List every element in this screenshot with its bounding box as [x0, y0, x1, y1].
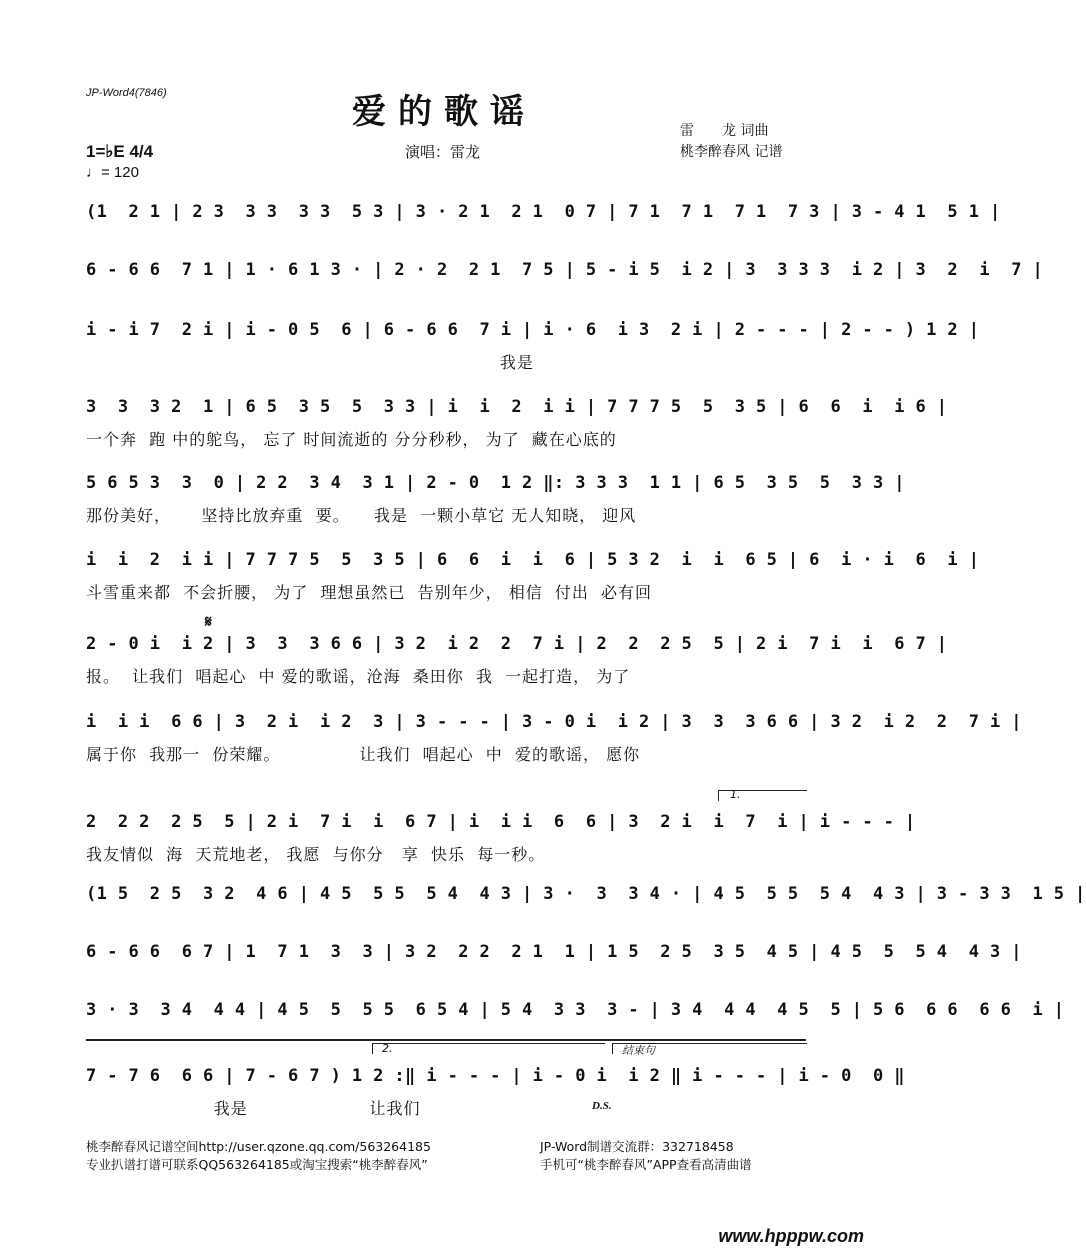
lyrics-music-credit: 雷 龙 词曲: [680, 123, 769, 139]
footer-right-line-1: JP-Word制谱交流群：332718458: [540, 1139, 734, 1154]
lyric-line-8: 属于你 我那一 份荣耀。 让我们 唱起心 中 爱的歌谣， 愿你: [86, 745, 641, 764]
score-line-1: (1 2 1 | 2 3 3 3 3 3 5 3 | 3 · 2 1 2 1 0 7 | 7 1 7 1 7 1 7 3 | 3 - 4 1 5 1 |: [86, 202, 1001, 222]
score-line-3: i - i 7 2 i | i - 0 5 6 | 6 - 6 6 7 i | i · 6 i 3 2 i | 2 - - - | 2 - - ) 1 2 |: [86, 320, 980, 340]
singer-label: 演唱：雷龙: [405, 143, 481, 161]
lyric-line-9: 我友情似 海 天荒地老， 我愿 与你分 享 快乐 每一秒。: [86, 845, 546, 864]
footer-left-line-1: 桃李醉春风记谱空间http://user.qzone.qq.com/563264185: [86, 1139, 431, 1154]
score-line-2: 6 - 6 6 7 1 | 1 · 6 1 3 · | 2 · 2 2 1 7 5 | 5 - i 5 i 2 | 3 3 3 3 i 2 | 3 2 i 7 |: [86, 260, 1044, 280]
score-line-6: i i 2 i i | 7 7 7 5 5 3 5 | 6 6 i i 6 | 5 3 2 i i 6 5 | 6 i · i 6 i |: [86, 550, 980, 570]
key-signature: 1=♭E 4/4: [86, 142, 154, 161]
transcriber-credit: 桃李醉春风 记谱: [680, 144, 783, 160]
score-line-4: 3 3 3 2 1 | 6 5 3 5 5 3 3 | i i 2 i i | 7 7 7 5 5 3 5 | 6 6 i i 6 |: [86, 397, 948, 417]
lyric-line-13: 我是 让我们: [86, 1099, 421, 1118]
footer-left-line-2: 专业扒谱打谱可联系QQ563264185或淘宝搜索“桃李醉春风”: [86, 1157, 428, 1172]
ending-label: 结束句: [622, 1044, 655, 1057]
tempo-marking: ♩= 120: [86, 164, 139, 181]
score-line-7: 2 - 0 i i 2 | 3 3 3 6 6 | 3 2 i 2 2 7 i | 2 2 2 5 5 | 2 i 7 i i 6 7 |: [86, 634, 948, 654]
lyric-line-7: 报。 让我们 唱起心 中 爱的歌谣，沧海 桑田你 我 一起打造， 为了: [86, 667, 631, 686]
volta-bracket-2: [372, 1043, 605, 1054]
score-line-8: i i i 6 6 | 3 2 i i 2 3 | 3 - - - | 3 - 0 i i 2 | 3 3 3 6 6 | 3 2 i 2 2 7 i |: [86, 712, 1022, 732]
website-watermark: www.hpppw.com: [718, 1226, 864, 1246]
score-line-12: 3 · 3 3 4 4 4 | 4 5 5 5 5 6 5 4 | 5 4 3 3 3 - | 3 4 4 4 4 5 5 | 5 6 6 6 6 6 i |: [86, 1000, 1065, 1020]
score-line-5: 5 6 5 3 3 0 | 2 2 3 4 3 1 | 2 - 0 1 2 ‖: 3 3 3 1 1 | 6 5 3 5 5 3 3 |: [86, 473, 905, 493]
score-line-13: 7 - 7 6 6 6 | 7 - 6 7 ) 1 2 :‖ i - - - | i - 0 i i 2 ‖ i - - - | i - 0 0 ‖: [86, 1066, 905, 1086]
lyric-line-3: 我是: [86, 353, 534, 372]
song-title: 爱的歌谣: [352, 92, 536, 132]
version-label: JP-Word4(7846): [86, 87, 167, 99]
segno-sign: 𝄋: [205, 612, 212, 631]
score-line-9: 2 2 2 2 5 5 | 2 i 7 i i 6 7 | i i i 6 6 | 3 2 i i 7 i | i - - - |: [86, 812, 916, 832]
ds-marking: D.S.: [592, 1100, 612, 1112]
score-line-10: (1 5 2 5 3 2 4 6 | 4 5 5 5 5 4 4 3 | 3 · 3 3 4 · | 4 5 5 5 5 4 4 3 | 3 - 3 3 1 5 |: [86, 884, 1086, 904]
footer-right-line-2: 手机可“桃李醉春风”APP查看高清曲谱: [540, 1157, 752, 1172]
lyric-line-6: 斗雪重来都 不会折腰， 为了 理想虽然已 告别年少， 相信 付出 必有回: [86, 583, 653, 602]
lyric-line-4: 一个奔 跑 中的鸵鸟， 忘了 时间流逝的 分分秒秒， 为了 藏在心底的: [86, 430, 617, 449]
score-line-11: 6 - 6 6 6 7 | 1 7 1 3 3 | 3 2 2 2 2 1 1 | 1 5 2 5 3 5 4 5 | 4 5 5 5 4 4 3 |: [86, 942, 1022, 962]
lyric-line-5: 那份美好， 坚持比放弃重 要。 我是 一颗小草它 无人知晓， 迎风: [86, 506, 637, 525]
final-system-rule: [86, 1039, 806, 1041]
volta-2-label: 2.: [382, 1042, 393, 1055]
volta-1-label: 1.: [730, 788, 741, 801]
